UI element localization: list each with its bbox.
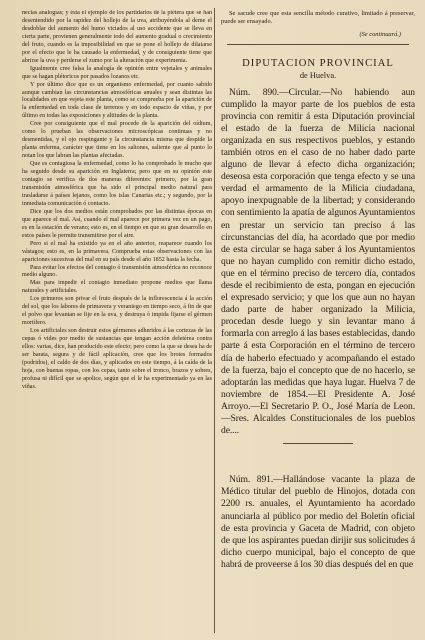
article-paragraph: Dice que los dos medios están comprobados por las distintas épocas en que aparece el mal. Así, cuando el mal aparece por primera vez en un pago, es en la estación de verano; esto es, en el tiempo en que su gran desarrollo en estos países le permite transmitirse por el aire. bbox=[22, 208, 212, 239]
section-title: DIPUTACION PROVINCIAL bbox=[242, 57, 394, 69]
article-paragraph: Pero si el mal ha existido ya en el año anterior, reaparece cuando los vástagos; esto es, en la primavera. Comprueba estas observaciones con las apariciones sucesivas del mal en su país desde el año 1852 hasta la fecha. bbox=[22, 240, 212, 263]
section-subtitle: de Huelva. bbox=[299, 70, 337, 80]
continued-note: (Se continuará.) bbox=[359, 30, 401, 38]
vacancy-notice: Núm. 891.—Hallándose vacante la plaza de Médico titular del pueblo de Hinojos, dotada con 2200 rs. anuales, el Ayuntamiento ha acordado anunciarla al público por medio del Boletín oficial de esta provincia y Gaceta de Madrid, con objeto de que los aspirantes puedan dirijir sus solicitudes á dicho cuerpo municipal, bajo el concepto de que habrá de proveerse á los 30 días después del en que bbox=[221, 474, 415, 570]
article-closing-paragraph: Se sacude cree que esta sencilla método curativo, limitado á preservar, puede ser ensayado. bbox=[221, 10, 415, 26]
left-column bbox=[22, 10, 212, 632]
article-paragraph: Los artificiales son destruir estos gérmenes adheridos á las cortezas de las cepas ó vides por medio de sustancias que tengan acción deletérea contra ellos: varias, dice, han producido este efecto; pero como la que se desea ha de ser barata, segura y de fácil aplicación, cree que los brotes formados (podridos), el caldo de dos días, y aplicados en este tiempo, á la caída de la hoja, con buenas ropas, con los cepas, tanto sobre el tronco, brazos y sobres, profusa ni difícil que se apolice, según que el le ha experimentado ya en las viñas. bbox=[22, 328, 212, 390]
column-divider bbox=[214, 8, 215, 633]
article-paragraph: Cree por consiguiente que el mal procede de la aparición del oídium, como lo prueban las observaciones microscópicas continuas y no desmentidas, y el ojo respingante y la circunstancia misma que despide la planta enferma, carácter que tiene en los saltones, saliente que al punto lo notan los que labran las plantas afectadas. bbox=[22, 121, 212, 160]
article-paragraph: Y por último dice que es un organismo enfermedad, por cuanto sabido aunque cambian las circunstancias atmosféricas anuales y sean distintas las localidades en que vejeta este planta, como se comprueba por la aparición de la enfermedad en toda clase de terrenos y en todo espacio de viñas, y por último en todas las exposiciones y altitudes de la planta. bbox=[22, 81, 212, 120]
article-paragraph: Los primeros son privar el fruto después de la inflorescencia á la acción del sol, que los labores de primavera y veraniego en tiempo seco, á fin de que el polvo que levantan se fije en la uva, y destruya ó impida fijarse el gérmen mortífero. bbox=[22, 296, 212, 327]
section-rule bbox=[227, 44, 409, 45]
article-paragraph: Igualmente cree falsa la analogía de opinión entre vejetales y animales que se hagan plétoricos por pasados lozanos etc. bbox=[22, 65, 212, 80]
spacer bbox=[221, 444, 415, 474]
article-paragraph: Que es contagiosa la enfermedad, como lo ha comprobado le mucho que ha seguido desde su aparición en Inglaterra; pero que en su opinión este contagio se verifica de dos maneras diferentes: primero, por la gran transmisión atmosférica que ha sido el principal medio natural para trasladarse á países lejanos, como los islas Canarias etc.; y segundo, por la inmediata comunicación ó contacto. bbox=[22, 161, 212, 207]
article-paragraph: necias analogías; y ésta el ejemplo de los partidarios de la piétera que se han desentendido por la rapidez del hollejo de la uva, atribuyéndola al deme el desdoblar del aumento del humo viciados al uso accidente que se lleva en cierta parte, provienen generalmente todo del aumento gradual o crecimiento del fruto, cuando es la imposibilidad en que se pone el hollejo de dilatarse por el efecto que le ha causado la enfermedad, y de consiguiente tiene que abrirse la uva y perderse el zumo por la alteración que experimenta. bbox=[22, 10, 212, 64]
article-paragraph: Mas para impedir el contagio inmediato propone medios que llama naturales y artificiales. bbox=[22, 280, 212, 295]
right-column bbox=[221, 10, 415, 632]
article-paragraph: Para evitar los efectos del contagio ó transmisión atmosférica no reconoce medio alguno. bbox=[22, 264, 212, 279]
circular-notice: Núm. 890.—Circular.—No habiendo aun cumplido la mayor parte de los pueblos de esta provincia con remitir á esta Diputación provincial el estado de la fuerza de Milicia nacional organizada en sus respectivos pueblos, y estando también otros en el caso de no haber dado parte alguno de llevar á efecto dicha organización; deseosa esta corporación que tenga efecto y se una verdad el armamento de la Milicia ciudadana, apoyo inexpugnable de la libertad; y considerando con sentimiento la apatía de algunos Ayuntamientos en prestar un servicio tan preciso á las circunstancias del día, ha acordado que por medio de esta circular se haga saber á los Ayuntamientos que no hayan cumplido con remitir dicho estado, que en el término preciso de tercero día, contados desde el recibimiento de esta, pongan en ejecución el expresado servicio; y que los que aun no hayan dado parte de haber organizado la Milicia, procedan desde luego y sin levantar mano á formarla con arreglo á las bases establecidas, dando parte á esta Corporación en el término de tercero día de haberlo efectuado y acompañando el estado de la fuerza, bajo el concepto que de no hacerlo, se adoptarán las medidas que haya lugar. Huelva 7 de noviembre de 1854.—El Presidente A. José Arroyo.—El Secretario P. O., José María de Leon.—Sres. Alcaldes Constitucionales de los pueblos de.... bbox=[221, 86, 415, 437]
